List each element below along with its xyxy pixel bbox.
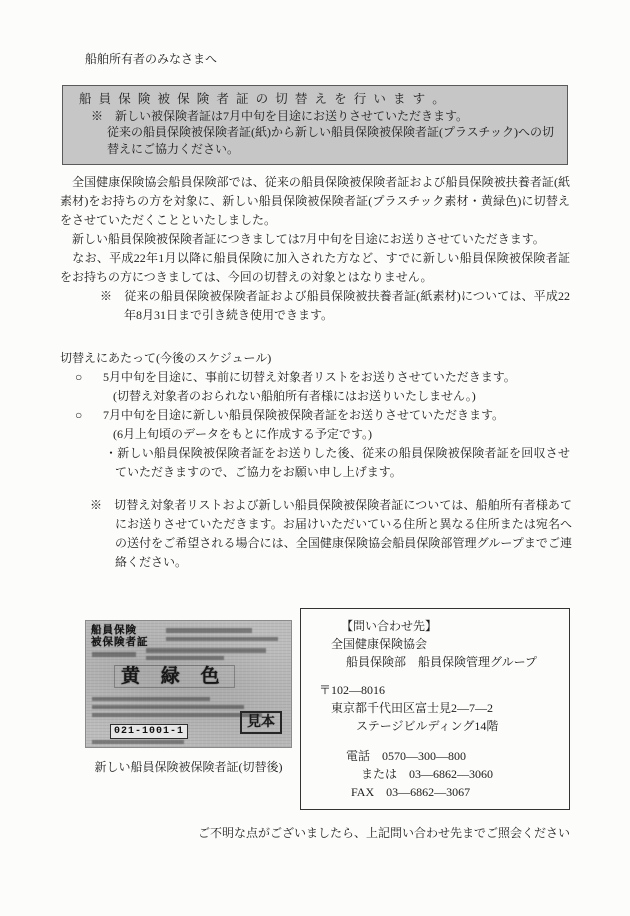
insurance-card-image <box>85 620 292 748</box>
list-marker: ○ <box>75 408 83 422</box>
schedule-item-subtext: (6月上旬頃のデータをもとに作成する予定です。) <box>113 427 373 441</box>
sample-stamp: 見本 <box>240 711 282 734</box>
address-change-note: ※ 切替え対象者リストおよび新しい船員保険被保険者証については、船舶所有者様あてにお送りさせていただきます。お届けいただいている住所と異なる住所または宛名への送付をご希望される場合には、全国健康保険協会船員保険部管理グループまでご連絡ください。 <box>90 498 572 569</box>
bottom-section <box>60 608 570 810</box>
card-title-line1: 船員保険 <box>91 625 137 636</box>
schedule-heading: 切替えにあたって(今後のスケジュール) <box>60 351 272 365</box>
schedule-item-subtext: ・新しい船員保険被保険者証をお送りした後、従来の船員保険被保険者証を回収させていただきますので、ご協力をお願い申し上げます。 <box>105 446 570 479</box>
card-number: 021-1001-1 <box>110 724 188 739</box>
notice-note-2: 従来の船員保険被保険者証(紙)から新しい船員保険被保険者証(プラスチック)への切替えにご協力ください。 <box>107 125 555 156</box>
card-caption: 新しい船員保険被保険者証(切替後) <box>94 760 283 774</box>
contact-postal-code: 〒102―8016 <box>319 683 386 697</box>
contact-department: 船員保険部 船員保険管理グループ <box>346 655 538 669</box>
schedule-item-text: 7月中旬を目途に新しい船員保険被保険者証をお送りさせていただきます。 <box>103 408 505 422</box>
blurred-text-line <box>146 656 224 660</box>
contact-box <box>300 608 570 810</box>
footer-note: ご不明な点がございましたら、上記問い合わせ先までご照会ください <box>197 826 570 840</box>
contact-address-line1: 東京都千代田区富士見2―7―2 <box>331 701 494 715</box>
contact-phone: 電話 0570―300―800 <box>346 749 467 763</box>
blurred-text-line <box>92 713 262 717</box>
list-marker: ○ <box>75 370 83 384</box>
blurred-text-line <box>92 697 210 701</box>
notice-note-1: ※ 新しい被保険者証は7月中旬を目途にお送りさせていただきます。 <box>91 108 469 123</box>
paragraph-3: なお、平成22年1月以降に船員保険に加入された方など、すでに新しい船員保険被保険者証をお持ちの方につきましては、今回の切替えの対象とはなりません。 <box>60 251 570 284</box>
card-column <box>85 620 292 810</box>
card-title <box>91 625 149 649</box>
contact-organization: 全国健康保険協会 <box>331 637 428 651</box>
notice-box <box>62 85 568 165</box>
salutation: 船舶所有者のみなさまへ <box>85 52 218 66</box>
schedule-item <box>75 368 570 387</box>
body-text <box>60 173 570 325</box>
blurred-text-line <box>92 705 244 709</box>
blurred-text-line <box>92 740 184 744</box>
contact-address-line2: ステージビルディング14階 <box>356 719 499 733</box>
contact-heading: 【問い合わせ先】 <box>341 619 438 633</box>
usage-note: ※ 従来の船員保険被保険者証および船員保険被扶養者証(紙素材)については、平成22年8月31日まで引き続き使用できます。 <box>100 289 570 322</box>
card-title-line2: 被保険者証 <box>91 637 149 648</box>
schedule-item <box>75 406 570 425</box>
schedule-item-subtext: (切替え対象者のおられない船舶所有者様にはお送りいたしません。) <box>113 389 476 403</box>
contact-phone-alt: または 03―6862―3060 <box>361 767 494 781</box>
blurred-text-line <box>166 628 252 633</box>
schedule-item-text: 5月中旬を目途に、事前に切替え対象者リストをお送りさせていただきます。 <box>103 370 516 384</box>
notice-title: 船 員 保 険 被 保 険 者 証 の 切 替 え を 行 い ま す 。 <box>79 92 447 106</box>
paragraph-1: 全国健康保険協会船員保険部では、従来の船員保険被保険者証および船員保険被扶養者証(紙素材)をお持ちの方を対象に、新しい船員保険被保険者証(プラスチック素材・黄緑色)に切替えをさせていただくことといたしました。 <box>60 175 570 227</box>
card-color-text: 黄 緑 色 <box>114 665 235 688</box>
blurred-text-line <box>92 652 136 657</box>
blurred-text-line <box>166 637 278 641</box>
blurred-text-line <box>146 648 266 653</box>
contact-fax: FAX 03―6862―3067 <box>351 785 471 799</box>
paragraph-2: 新しい船員保険被保険者証につきましては7月中旬を目途にお送りさせていただきます。 <box>60 232 545 246</box>
